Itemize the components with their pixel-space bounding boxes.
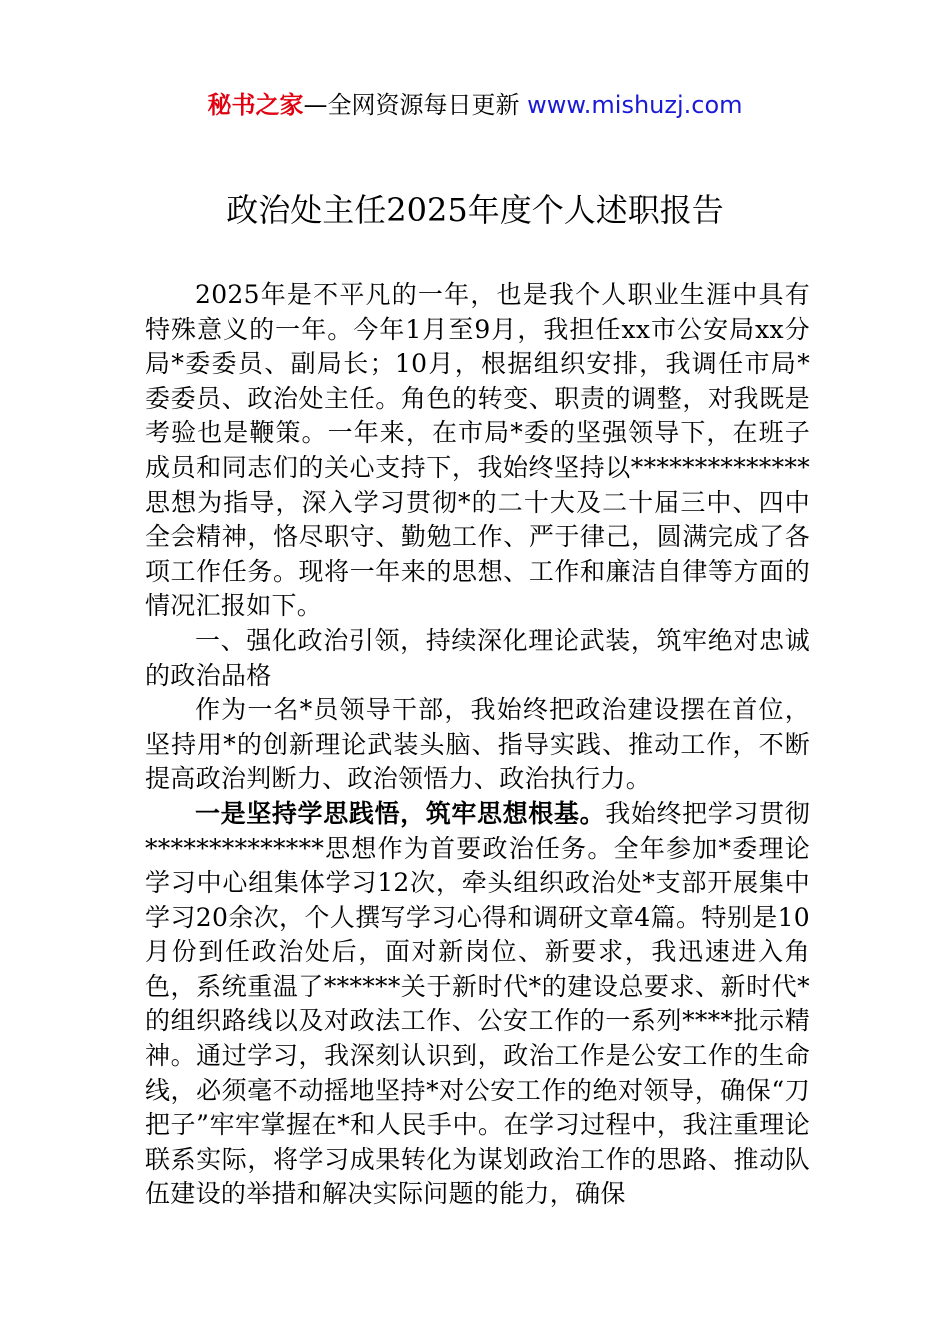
section-intro-paragraph: 作为一名*员领导干部，我始终把政治建设摆在首位，坚持用*的创新理论武装头脑、指导实践、推动工作，不断提高政治判断力、政治领悟力、政治执行力。	[145, 695, 810, 794]
site-tagline: —全网资源每日更新	[303, 91, 528, 119]
site-url-link[interactable]: www.mishuzj.com	[527, 91, 743, 119]
point-text: 我始终把学习贯彻**************思想作为首要政治任务。全年参加*委理论学习中心组集体学习12次，牵头组织政治处*支部开展集中学习20余次，个人撰写学习心得和调研文章4篇。特别是10月份到任政治处后，面对新岗位、新要求，我迅速进入角色，系统重温了******关于新时代*的建设总要求、新时代*的组织路线以及对政法工作、公安工作的一系列****批示精神。通过学习，我深刻认识到，政治工作是公安工作的生命线，必须毫不动摇地坚持*对公安工作的绝对领导，确保“刀把子”牢牢掌握在*和人民手中。在学习过程中，我注重理论联系实际，将学习成果转化为谋划政治工作的思路、推动队伍建设的举措和解决实际问题的能力，确保	[145, 798, 810, 1209]
document-title: 政治处主任2025年度个人述职报告	[226, 191, 724, 229]
intro-paragraph: 2025年是不平凡的一年，也是我个人职业生涯中具有特殊意义的一年。今年1月至9月，我担任xx市公安局xx分局*委委员、副局长；10月，根据组织安排，我调任市局*委委员、政治处主任。角色的转变、职责的调整，对我既是考验也是鞭策。一年来，在市局*委的坚强领导下，在班子成员和同志们的关心支持下，我始终坚持以**************思想为指导，深入学习贯彻*的二十大及二十届三中、四中全会精神，恪尽职守、勤勉工作、严于律己，圆满完成了各项工作任务。现将一年来的思想、工作和廉洁自律等方面的情况汇报如下。	[145, 280, 810, 621]
site-brand: 秘书之家	[207, 91, 304, 119]
point-lead: 一是坚持学思践悟，筑牢思想根基。	[195, 798, 606, 828]
section-heading: 一、强化政治引领，持续深化理论武装，筑牢绝对忠诚的政治品格	[145, 625, 810, 690]
document-body	[145, 278, 810, 1212]
site-header	[0, 88, 950, 122]
point-paragraph	[145, 797, 810, 1212]
